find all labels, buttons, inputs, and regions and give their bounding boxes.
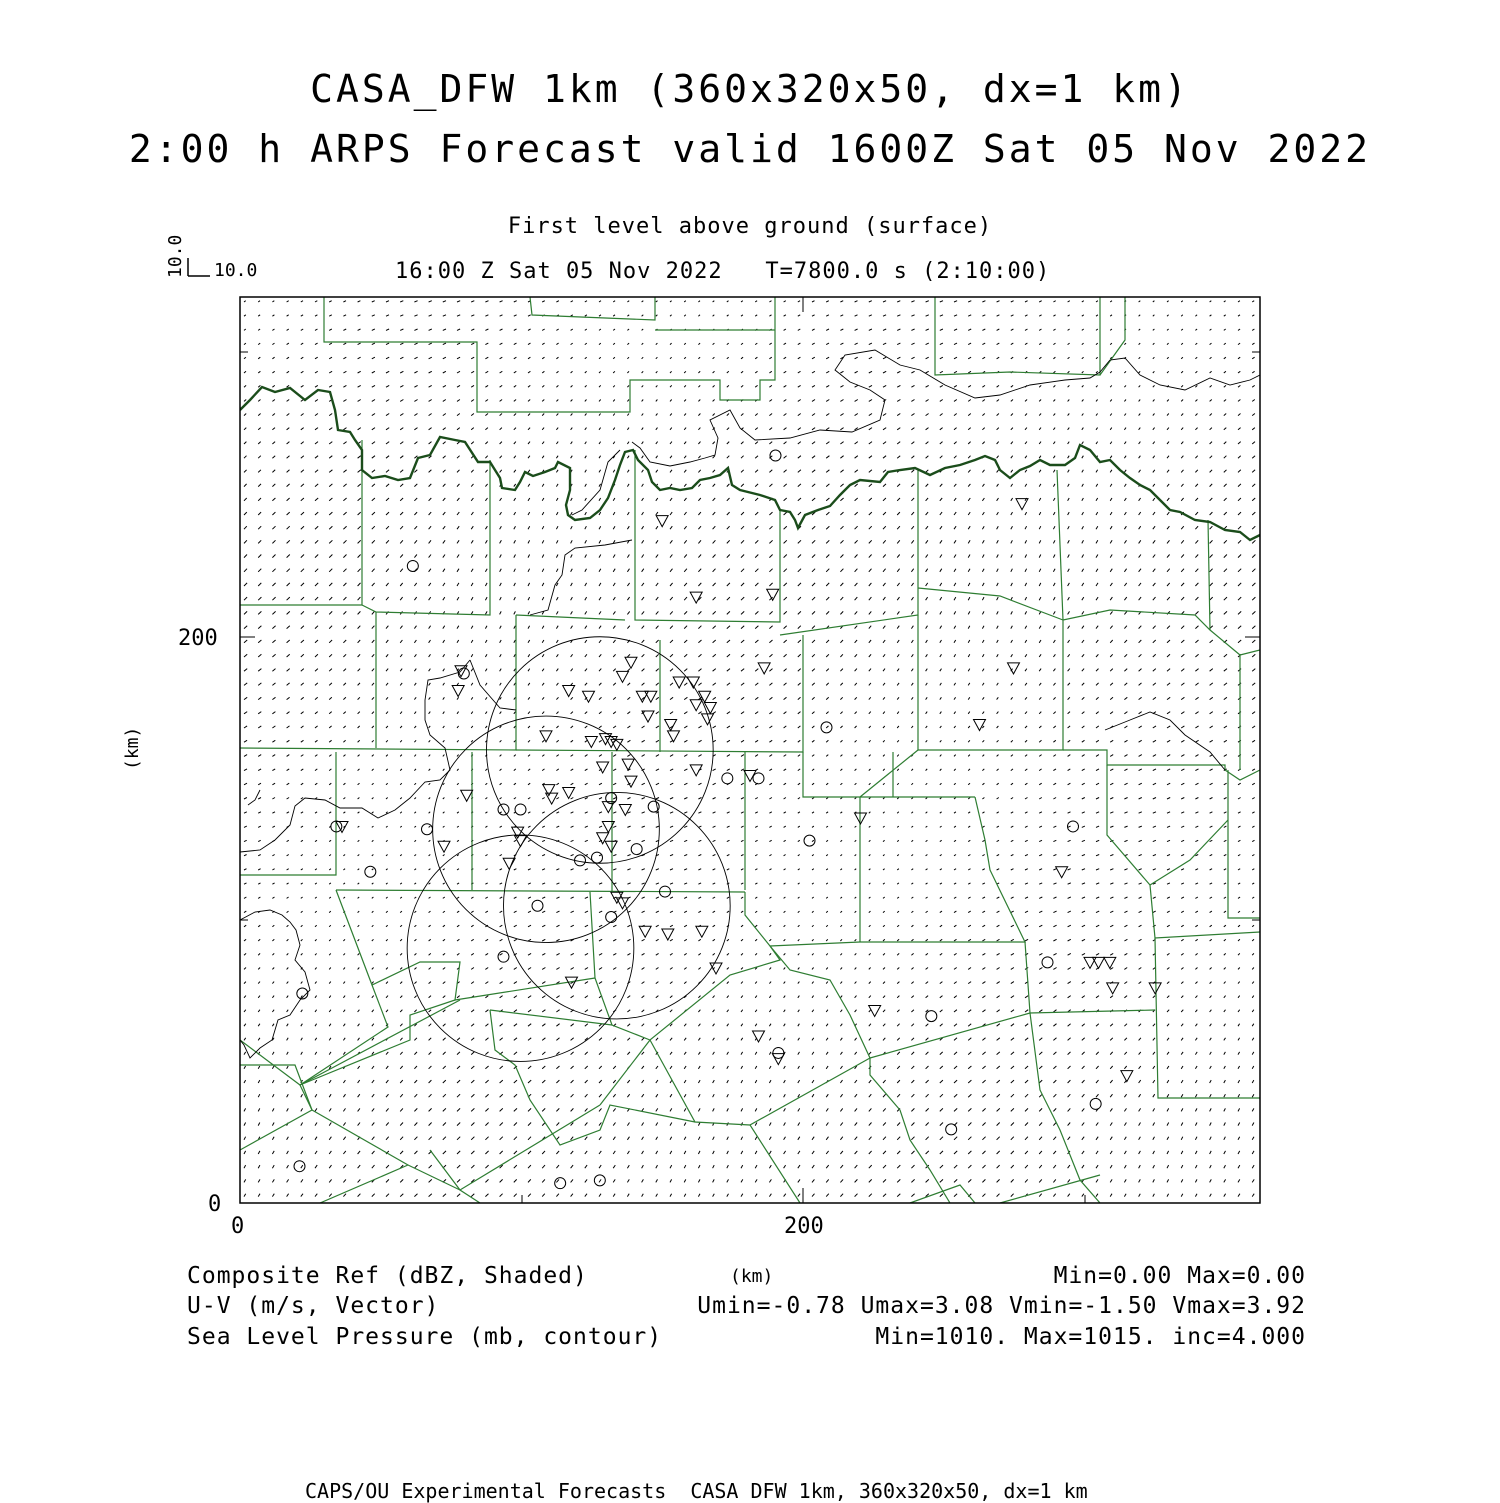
level-label: First level above ground (surface) — [507, 214, 993, 239]
station-triangle-marker — [656, 516, 668, 527]
y-tick-0: 0 — [208, 1192, 222, 1217]
chart-subtitle: 2:00 h ARPS Forecast valid 1600Z Sat 05 Nov 2022 — [128, 127, 1372, 171]
station-triangle-marker — [696, 926, 708, 937]
legend-field2: U-V (m/s, Vector) — [187, 1293, 440, 1319]
legend-field3: Sea Level Pressure (mb, contour) — [187, 1324, 663, 1350]
station-circle-marker — [1042, 957, 1053, 968]
station-triangle-marker — [1016, 499, 1028, 510]
station-triangle-marker — [625, 776, 637, 787]
footer-text: CAPS/OU Experimental Forecasts CASA DFW 1km, 360x320x50, dx=1 km — [305, 1479, 1088, 1503]
station-triangle-marker — [869, 1005, 881, 1016]
station-circle-marker — [458, 668, 469, 679]
station-triangle-marker — [1104, 957, 1116, 968]
state-boundary-red-river — [240, 387, 1260, 540]
station-circle-marker — [515, 804, 526, 815]
legend-field3-stats: Min=1010. Max=1015. inc=4.000 — [875, 1324, 1306, 1350]
station-triangle-marker — [699, 691, 711, 702]
station-triangle-marker — [665, 720, 677, 731]
station-circle-marker — [422, 824, 433, 835]
y-axis-label: (km) — [122, 726, 143, 770]
station-triangle-marker — [639, 926, 651, 937]
station-triangle-marker — [1056, 867, 1068, 878]
x-tick-200: 200 — [784, 1214, 824, 1239]
station-triangle-marker — [540, 731, 552, 742]
station-circle-marker — [407, 560, 418, 571]
station-triangle-marker — [690, 700, 702, 711]
station-triangle-marker — [753, 1031, 765, 1042]
legend-field2-stats: Umin=-0.78 Umax=3.08 Vmin=-1.50 Vmax=3.92 — [697, 1293, 1306, 1319]
station-triangle-marker — [636, 691, 648, 702]
pressure-contours — [240, 350, 1260, 1058]
radar-ring-4 — [407, 835, 634, 1062]
station-triangle-marker — [690, 765, 702, 776]
station-circle-marker — [365, 866, 376, 877]
station-triangle-marker — [1107, 983, 1119, 994]
station-triangle-marker — [546, 793, 558, 804]
station-triangle-marker — [1008, 663, 1020, 674]
station-triangle-marker — [597, 833, 609, 844]
station-triangle-marker — [515, 836, 527, 847]
station-circle-marker — [606, 912, 617, 923]
station-triangle-marker — [597, 762, 609, 773]
radar-ring-3 — [503, 792, 730, 1019]
station-triangle-marker — [758, 663, 770, 674]
station-triangle-marker — [645, 691, 657, 702]
station-triangle-marker — [563, 787, 575, 798]
station-triangle-marker — [622, 759, 634, 770]
station-circle-marker — [532, 900, 543, 911]
station-circle-marker — [592, 852, 603, 863]
vector-key — [165, 235, 257, 281]
vector-key-u-label: 10.0 — [214, 260, 258, 281]
station-triangle-marker — [438, 841, 450, 852]
station-triangle-marker — [543, 785, 555, 796]
station-triangle-marker — [772, 1054, 784, 1065]
station-triangle-marker — [710, 963, 722, 974]
station-circle-marker — [722, 773, 733, 784]
station-triangle-marker — [563, 686, 575, 697]
station-circle-marker — [498, 951, 509, 962]
station-triangle-marker — [673, 677, 685, 688]
legend-field1: Composite Ref (dBZ, Shaded) — [187, 1263, 588, 1289]
station-triangle-marker — [668, 731, 680, 742]
county-boundaries — [240, 297, 1260, 1203]
station-circle-marker — [631, 844, 642, 855]
station-triangle-marker — [662, 929, 674, 940]
station-triangle-marker — [625, 657, 637, 668]
station-triangle-marker — [1084, 957, 1096, 968]
station-triangle-marker — [617, 671, 629, 682]
station-triangle-marker — [583, 691, 595, 702]
station-triangle-marker — [452, 686, 464, 697]
station-circle-marker — [926, 1011, 937, 1022]
y-tick-200: 200 — [178, 626, 218, 651]
station-circle-marker — [946, 1124, 957, 1135]
x-tick-0: 0 — [231, 1214, 245, 1239]
station-triangle-marker — [744, 770, 756, 781]
station-markers — [294, 450, 1161, 1189]
station-circle-marker — [1090, 1098, 1101, 1109]
legend-field1-stats: Min=0.00 Max=0.00 — [1053, 1263, 1306, 1289]
station-triangle-marker — [605, 841, 617, 852]
station-circle-marker — [770, 450, 781, 461]
time-label: 16:00 Z Sat 05 Nov 2022 T=7800.0 s (2:10:00) — [395, 259, 1051, 284]
station-triangle-marker — [767, 589, 779, 600]
station-triangle-marker — [585, 737, 597, 748]
station-triangle-marker — [1149, 983, 1161, 994]
vector-key-v-label: 10.0 — [165, 234, 186, 278]
x-axis-label: (km) — [730, 1266, 774, 1287]
station-triangle-marker — [461, 790, 473, 801]
station-circle-marker — [753, 773, 764, 784]
station-circle-marker — [555, 1178, 566, 1189]
station-triangle-marker — [619, 804, 631, 815]
chart-title: CASA_DFW 1km (360x320x50, dx=1 km) — [310, 67, 1190, 111]
station-circle-marker — [294, 1161, 305, 1172]
station-triangle-marker — [1093, 957, 1105, 968]
station-triangle-marker — [1121, 1071, 1133, 1082]
station-triangle-marker — [974, 720, 986, 731]
